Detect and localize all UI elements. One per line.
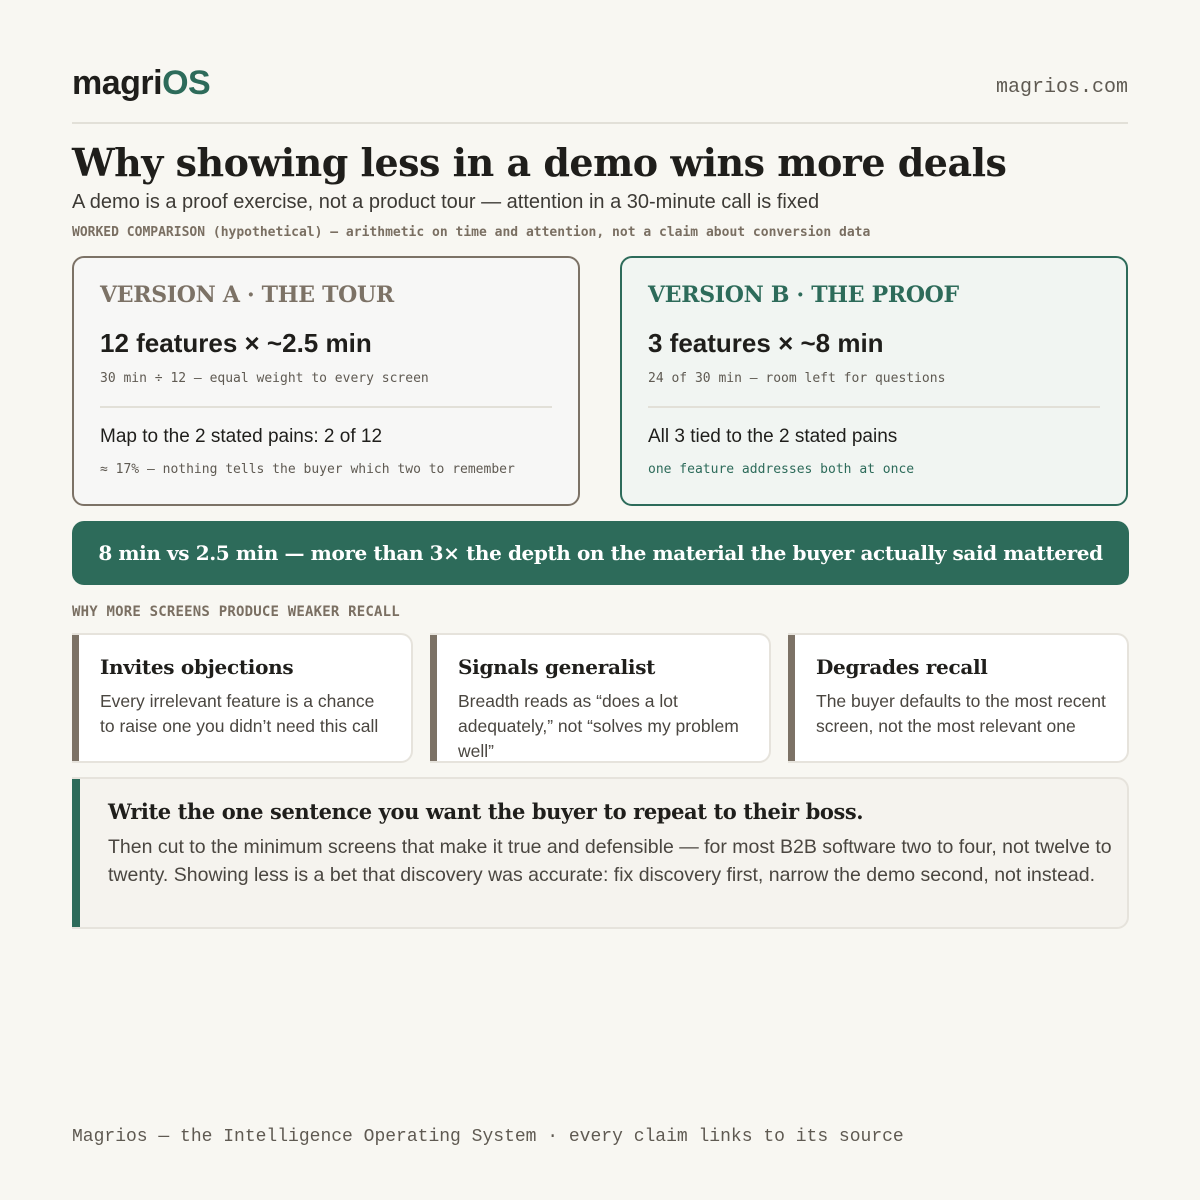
takeaway-callout <box>72 777 1129 929</box>
site-link[interactable]: magrios.com <box>995 76 1128 99</box>
reason-body: Breadth reads as “does a lot adequately,” not “solves my problem well” <box>458 691 739 761</box>
version-a-detail: ≈ 17% — nothing tells the buyer which two to remember <box>100 462 515 477</box>
reasons-section-label: WHY MORE SCREENS PRODUCE WEAKER RECALL <box>72 604 400 620</box>
version-a-card <box>72 256 580 506</box>
reason-card <box>430 633 771 763</box>
page <box>72 0 1128 1200</box>
reason-card <box>72 633 413 763</box>
version-b-metric: 3 features × ~8 min <box>648 328 884 358</box>
page-title: Why showing less in a demo wins more deals <box>72 140 1007 185</box>
logo-accent: OS <box>162 64 211 102</box>
version-b-card <box>620 256 1128 506</box>
version-a-pain-map: Map to the 2 stated pains: 2 of 12 <box>100 426 383 447</box>
page-subtitle: A demo is a proof exercise, not a product tour — attention in a 30-minute call is fixed <box>72 191 820 213</box>
version-a-metric: 12 features × ~2.5 min <box>100 328 372 358</box>
version-b-detail: one feature addresses both at once <box>648 462 915 477</box>
divider <box>100 406 552 408</box>
reason-body: Every irrelevant feature is a chance to raise one you didn’t need this call <box>100 691 379 736</box>
footer-text: Magrios — the Intelligence Operating System · every claim links to its source <box>72 1127 904 1147</box>
divider <box>648 406 1100 408</box>
reason-body: The buyer defaults to the most recent screen, not the most relevant one <box>816 691 1106 736</box>
header <box>72 64 1128 124</box>
reason-title: Invites objections <box>100 655 294 679</box>
key-insight-banner: 8 min vs 2.5 min — more than 3× the depth on the material the buyer actually said mattered <box>72 521 1129 585</box>
logo[interactable] <box>72 64 210 103</box>
version-b-title: VERSION B · THE PROOF <box>648 282 959 308</box>
version-a-note: 30 min ÷ 12 — equal weight to every screen <box>100 371 429 386</box>
version-b-note: 24 of 30 min — room left for questions <box>648 371 946 386</box>
reason-card <box>788 633 1129 763</box>
logo-wordmark: magri <box>72 64 163 102</box>
version-a-title: VERSION A · THE TOUR <box>100 282 394 308</box>
takeaway-heading: Write the one sentence you want the buyer to repeat to their boss. <box>108 799 864 824</box>
reason-title: Degrades recall <box>816 655 988 679</box>
version-b-pain-map: All 3 tied to the 2 stated pains <box>648 426 898 447</box>
comparison-caption: WORKED COMPARISON (hypothetical) — arithmetic on time and attention, not a claim about conversion data <box>72 225 871 240</box>
takeaway-body: Then cut to the minimum screens that make it true and defensible — for most B2B software two to four, not twelve to twenty. Showing less is a bet that discovery was accurate: fix discovery first, narrow the demo second, not instead. <box>108 836 1112 886</box>
reason-title: Signals generalist <box>458 655 656 679</box>
